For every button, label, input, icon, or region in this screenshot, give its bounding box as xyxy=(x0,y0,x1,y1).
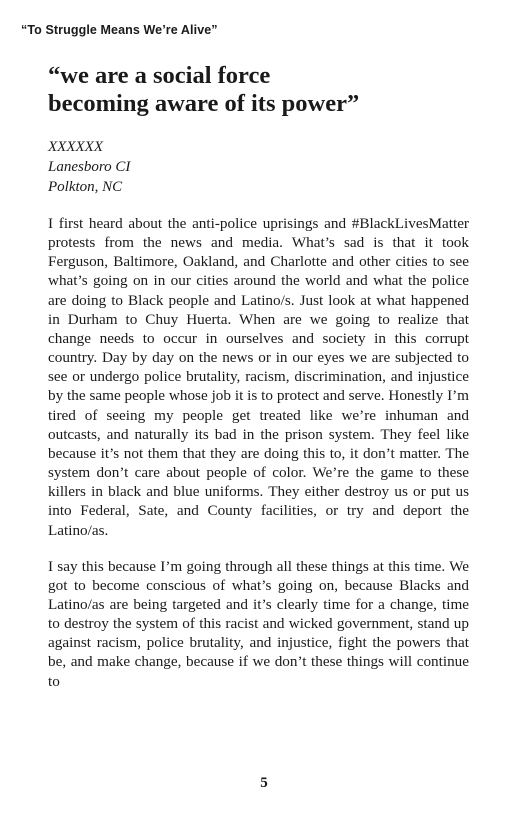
title-line-1: “we are a social force xyxy=(48,62,271,89)
author-block xyxy=(48,137,130,197)
title-line-2: becoming aware of its power” xyxy=(48,90,360,117)
running-head: “To Struggle Means We’re Alive” xyxy=(21,23,218,37)
author-name: XXXXXX xyxy=(48,139,103,155)
body-paragraph: I first heard about the anti-police uprisings and #BlackLivesMatter protests from the news and media. What’s sad is that it took Ferguson, Baltimore, Oakland, and Charlotte and other cities to see what’s going on in our cities around the world and what the police are doing to Black people and Latino/s. Just look at what happened in Durham to Chuy Huerta. When are we going to realize that change needs to occur in ourselves and society in this corrupt country. Day by day on the news or in our eyes we are subjected to see or undergo police brutality, racism, discrimination, and injustice by the same people whose job it is to protect and serve. Honestly I’m tired of seeing my people get treated like we’re inhuman and outcasts, and naturally its bad in the prison system. They feel like because it’s not them that they are doing this to, it don’t matter. The system don’t care about people of color. We’re the game to these killers in black and blue uniforms. They either destroy us or put us into Federal, Sate, and County facilities, or try and deport the Latino/as. xyxy=(48,215,469,539)
author-location: Polkton, NC xyxy=(48,179,123,195)
page-number: 5 xyxy=(260,775,268,791)
article-body xyxy=(48,214,469,708)
article-title xyxy=(48,62,468,118)
author-facility: Lanesboro CI xyxy=(48,159,131,175)
body-paragraph: I say this because I’m going through all these things at this time. We got to become conscious of what’s going on, because Blacks and Latino/as are being targeted and it’s clearly time for a change, time to destroy the system of this racist and wicked government, stand up against racism, police brutality, and injustice, fight the powers that be, and make change, because if we don’t these things will continue to xyxy=(48,557,469,690)
